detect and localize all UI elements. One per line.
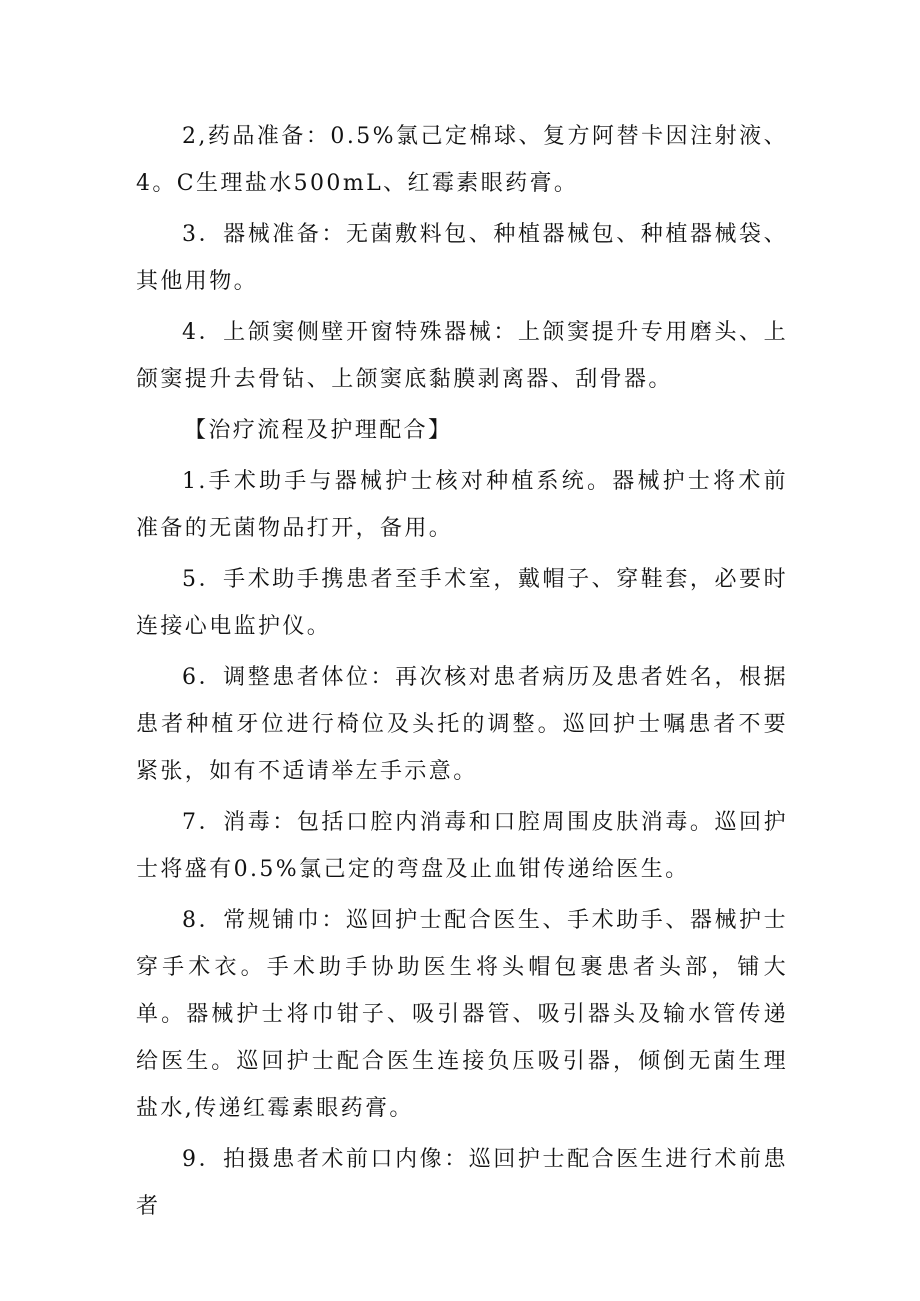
paragraph-step-adjust-position: 6．调整患者体位：再次核对患者病历及患者姓名，根据患者种植牙位进行椅位及头托的调整。巡回护士嘱患者不要紧张，如有不适请举左手示意。 — [136, 665, 788, 784]
paragraph-step-disinfection: 7．消毒：包括口腔内消毒和口腔周围皮肤消毒。巡回护士将盛有0.5%氯己定的弯盘及止血钳传递给医生。 — [136, 810, 788, 882]
paragraph-drug-preparation: 2,药品准备：0.5%氯己定棉球、复方阿替卡因注射液、4。C生理盐水500mL、红霉素眼药膏。 — [136, 124, 788, 196]
paragraph-special-instruments: 4．上颌窦侧壁开窗特殊器械：上颌窦提升专用磨头、上颌窦提升去骨钻、上颌窦底黏膜剥离器、刮骨器。 — [136, 320, 788, 392]
paragraph-step-verify-system: 1.手术助手与器械护士核对种植系统。器械护士将术前准备的无菌物品打开，备用。 — [136, 469, 788, 541]
document-body — [136, 113, 788, 1234]
paragraph-step-intraoral-photo: 9．拍摄患者术前口内像：巡回护士配合医生进行术前患者 — [136, 1147, 788, 1219]
paragraph-step-escort-patient: 5．手术助手携患者至手术室，戴帽子、穿鞋套，必要时连接心电监护仪。 — [136, 567, 788, 639]
paragraph-instrument-preparation: 3．器械准备：无菌敷料包、种植器械包、种植器械袋、其他用物。 — [136, 222, 788, 294]
paragraph-step-draping: 8．常规铺巾：巡回护士配合医生、手术助手、器械护士穿手术衣。手术助手协助医生将头帽包裹患者头部，铺大单。器械护士将巾钳子、吸引器管、吸引器头及输水管传递给医生。巡回护士配合医生连接负压吸引器，倾倒无菌生理盐水,传递红霉素眼药膏。 — [136, 908, 788, 1121]
section-heading-treatment-process: 【治疗流程及护理配合】 — [184, 418, 453, 443]
